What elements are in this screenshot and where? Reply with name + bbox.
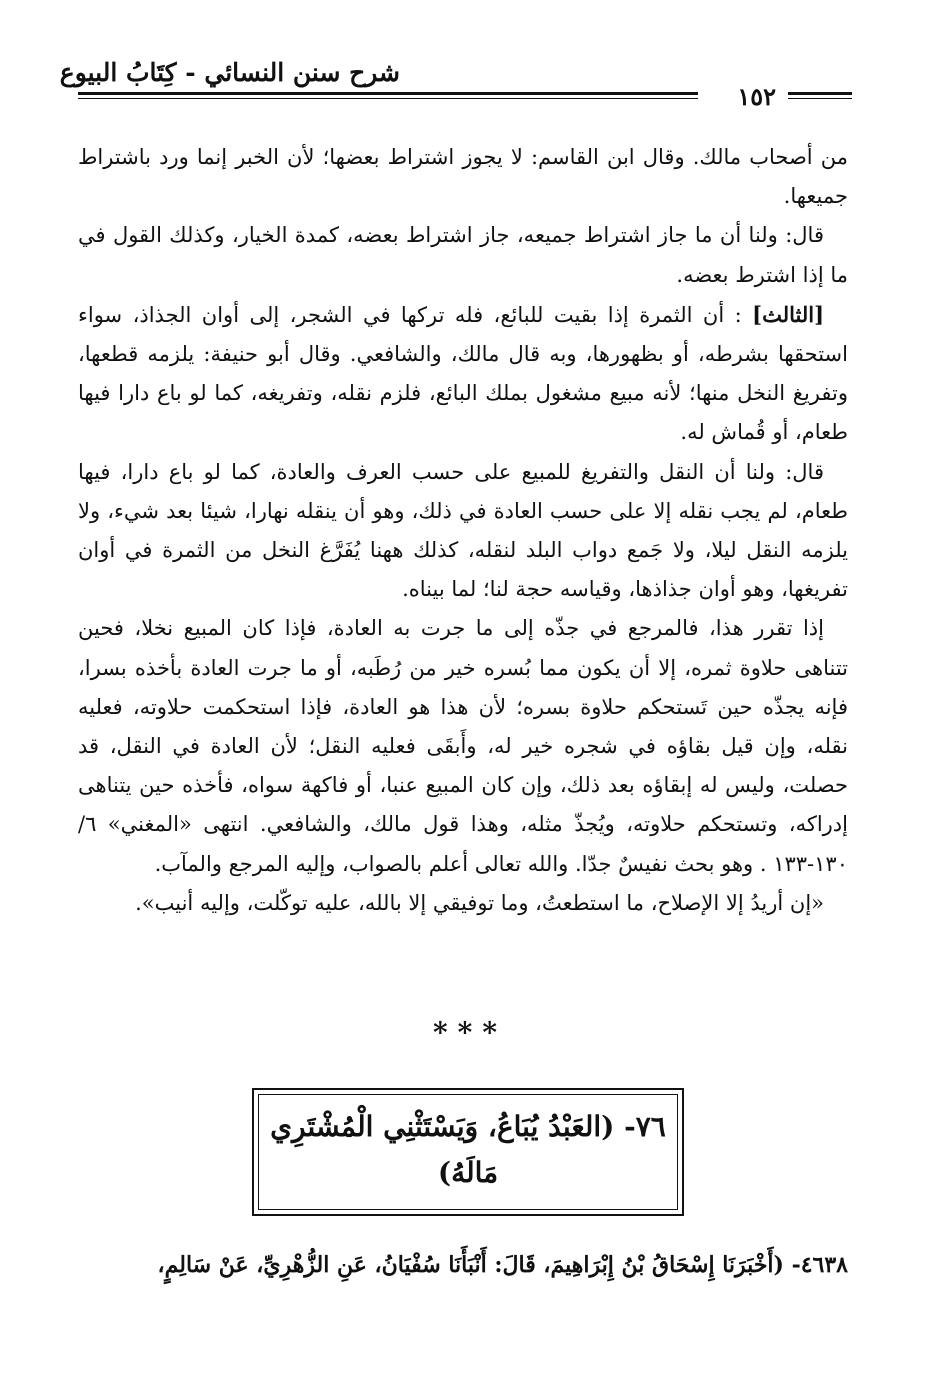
page-number: ١٥٢	[737, 82, 776, 111]
page-header	[59, 58, 852, 118]
paragraph: من أصحاب مالك. وقال ابن القاسم: لا يجوز اشتراط بعضها؛ لأن الخبر إنما ورد باشتراط جميعها.	[78, 145, 848, 209]
paragraph: «إن أريدُ إلا الإصلاح، ما استطعتُ، وما توفيقي إلا بالله، عليه توكّلت، وإليه أنيب».	[135, 890, 824, 915]
header-rule	[78, 92, 698, 95]
chapter-heading-box	[252, 1088, 684, 1216]
main-text	[78, 138, 848, 923]
paragraph	[78, 295, 848, 453]
hadith-chain: ٤٦٣٨- (أَخْبَرَنَا إِسْحَاقُ بْنُ إِبْرَاهِيمَ، قَالَ: أَنْبَأَنَا سُفْيَانُ، عَنِ الزُّهْرِيِّ، عَنْ سَالِمٍ،	[157, 1252, 848, 1278]
section-label: [الثالث]	[752, 301, 824, 327]
chapter-title: ٧٦- (العَبْدُ يُبَاعُ، وَيَسْتَثْنِي الْمُشْتَرِي مَالَهُ)	[270, 1110, 666, 1189]
paragraph: قال: ولنا أن النقل والتفريغ للمبيع على حسب العرف والعادة، كما لو باع دارا، فيها طعام، لم يجب نقله إلا على حسب العادة في ذلك، وهو أن ينقله نهارا، شيئا بعد شيء، ولا يلزمه النقل ليلا، ولا جَمع دواب البلد لنقله، كذلك ههنا يُفَرَّغ النخل من الثمرة في أوان تفريغها، وهو أوان جذاذها، وقياسه حجة لنا؛ لما بيناه.	[78, 459, 848, 602]
header-rule-right-thin	[788, 98, 852, 99]
paragraph: قال: ولنا أن ما جاز اشتراط جميعه، جاز اشتراط بعضه، كمدة الخيار، وكذلك القول في ما إذا اشترط بعضه.	[78, 223, 848, 287]
header-rule-thin	[78, 98, 698, 99]
paragraph-text: أن الثمرة إذا بقيت للبائع، فله تركها في الشجر، إلى أوان الجذاذ، سواء استحقها بشرطه، أو بظهورها، وبه قال مالك، والشافعي. وقال أبو حنيفة: يلزمه قطعها، وتفريغ النخل منها؛ لأنه مبيع مشغول بملك البائع، فلزم نقله، وتفريغه، كما لو باع دارا فيها طعام، أو قُماش له.	[78, 302, 848, 445]
section-divider-stars: ***	[433, 1016, 507, 1049]
paragraph: إذا تقرر هذا، فالمرجع في جذّه إلى ما جرت به العادة، فإذا كان المبيع نخلا، فحين تتناهى حلاوة ثمره، إلا أن يكون مما بُسره خير من رُطَبه، أو ما جرت العادة بأخذه بسرا، فإنه يجذّه حين تَستحكم حلاوة بسره؛ لأن هذا هو العادة، فإذا استحكمت حلاوته، فعليه نقله، وإن قيل بقاؤه في شجره خير له، وأَبقَى فعليه النقل؛ لأن العادة في النقل، قد حصلت، وليس له إبقاؤه بعد ذلك، وإن كان المبيع عنبا، أو فاكهة سواه، فأخذه حين يتناهى إدراكه، وتستحكم حلاوته، ويُجذّ مثله، وهذا قول مالك، والشافعي. انتهى «المغني» ٦/ ١٣٠-١٣٣ . وهو بحث نفيسٌ جدّا. والله تعالى أعلم بالصواب، وإليه المرجع والمآب.	[78, 616, 848, 876]
label-separator: :	[724, 302, 753, 327]
header-rule-right	[788, 92, 852, 95]
running-title: شرح سنن النسائي - كِتَابُ البيوع	[59, 58, 400, 87]
